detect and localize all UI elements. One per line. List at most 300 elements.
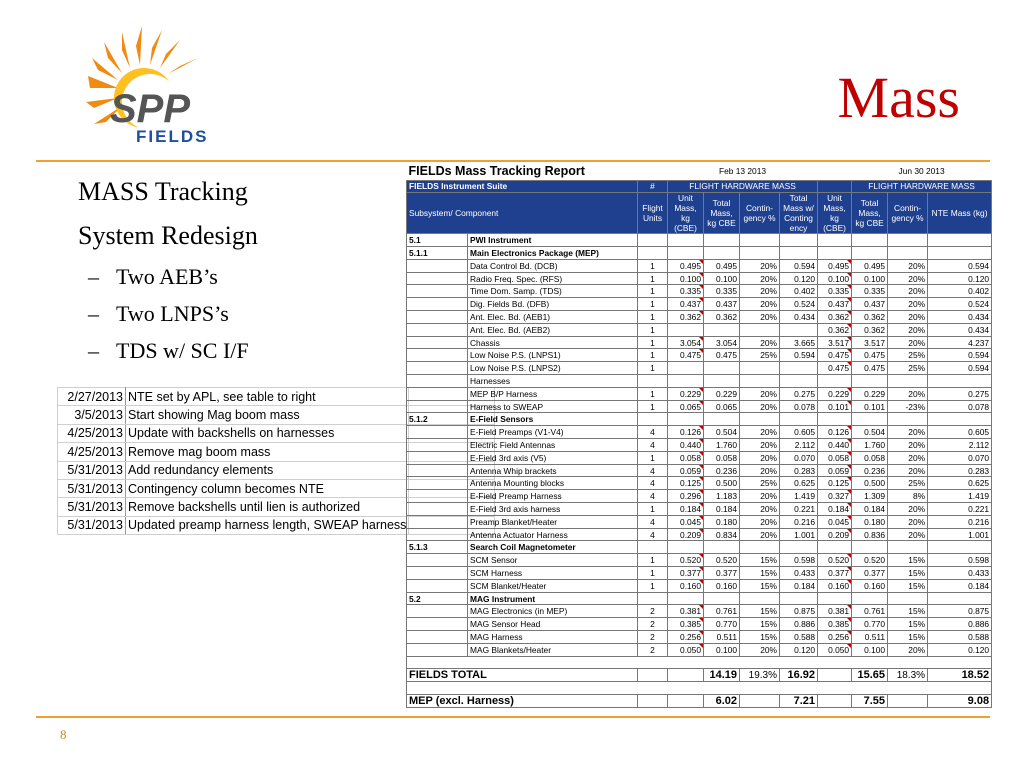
cell-units: 2 — [638, 618, 668, 631]
cell-b: 0.500 — [704, 477, 740, 490]
cell-g: 8% — [888, 490, 928, 503]
table-row: 4/25/2013 Update with backshells on harnesses — [58, 424, 495, 442]
cell-d — [780, 323, 818, 336]
section-id: 5.1.1 — [407, 247, 468, 260]
section-name: Main Electronics Package (MEP) — [468, 247, 638, 260]
cell-g: 20% — [888, 439, 928, 452]
cell-nte: 0.221 — [928, 503, 992, 516]
cell-b: 0.058 — [704, 451, 740, 464]
cell-e: 0.475 — [818, 349, 852, 362]
cell-c: 20% — [740, 464, 780, 477]
component-name: Harnesses — [468, 375, 638, 388]
cell-f: 0.377 — [852, 567, 888, 580]
cell-d: 0.434 — [780, 311, 818, 324]
cell-units: 1 — [638, 298, 668, 311]
cell-d: 0.283 — [780, 464, 818, 477]
component-name: Low Noise P.S. (LNPS1) — [468, 349, 638, 362]
cell-c: 20% — [740, 528, 780, 541]
cell-f: 1.760 — [852, 439, 888, 452]
page-number: 8 — [60, 727, 67, 742]
col-unit-mass-2: Unit Mass, kg (CBE) — [818, 193, 852, 234]
cell-e: 0.125 — [818, 477, 852, 490]
table-row — [407, 323, 992, 336]
cell-units: 1 — [638, 451, 668, 464]
component-name: SCM Harness — [468, 567, 638, 580]
cell-nte: 2.112 — [928, 439, 992, 452]
bottom-divider — [36, 716, 990, 718]
col-subsystem: Subsystem/ Component — [407, 193, 638, 234]
cell-units: 1 — [638, 285, 668, 298]
cell-e: 0.327 — [818, 490, 852, 503]
table-row — [407, 579, 992, 592]
cell-e: 0.101 — [818, 400, 852, 413]
cell-e: 0.184 — [818, 503, 852, 516]
cell-b: 0.065 — [704, 400, 740, 413]
cell-c: 20% — [740, 259, 780, 272]
cell-b: 0.761 — [704, 605, 740, 618]
cell-a: 0.160 — [668, 579, 704, 592]
cell-g: 20% — [888, 311, 928, 324]
cell-e: 0.437 — [818, 298, 852, 311]
cell-e: 0.377 — [818, 567, 852, 580]
total-g: 18.3% — [888, 669, 928, 682]
table-row: 2/27/2013 NTE set by APL, see table to right — [58, 388, 495, 406]
cell-units: 4 — [638, 515, 668, 528]
cell-c: 20% — [740, 490, 780, 503]
cell-a: 0.437 — [668, 298, 704, 311]
cell-d: 0.625 — [780, 477, 818, 490]
cell-nte: 0.120 — [928, 272, 992, 285]
cell-a: 0.229 — [668, 387, 704, 400]
cell-f: 0.437 — [852, 298, 888, 311]
cell-units: 4 — [638, 477, 668, 490]
cell-units: 1 — [638, 362, 668, 375]
svg-text:FIELDS: FIELDS — [136, 127, 209, 146]
cell-f: 0.475 — [852, 349, 888, 362]
header-row-1 — [407, 180, 992, 193]
cell-nte: 0.588 — [928, 631, 992, 644]
cell-a: 0.256 — [668, 631, 704, 644]
cell-b — [704, 362, 740, 375]
cell-a: 0.100 — [668, 272, 704, 285]
cell-d: 0.078 — [780, 400, 818, 413]
table-row: 5/31/2013 Updated preamp harness length, SWEAP harness — [58, 516, 495, 534]
cell-units: 4 — [638, 439, 668, 452]
table-row — [407, 400, 992, 413]
cell-f — [852, 375, 888, 388]
cell-b: 0.160 — [704, 579, 740, 592]
section-row — [407, 247, 992, 260]
cell-nte: 0.605 — [928, 426, 992, 439]
cell-nte: 0.594 — [928, 259, 992, 272]
cell-g: 20% — [888, 323, 928, 336]
cell-units: 4 — [638, 426, 668, 439]
table-row: 4/25/2013 Remove mag boom mass — [58, 443, 495, 461]
bullet-main-2: System Redesign — [78, 221, 258, 250]
cell-d: 0.070 — [780, 451, 818, 464]
component-name: Data Control Bd. (DCB) — [468, 259, 638, 272]
cell-nte: 0.594 — [928, 349, 992, 362]
cell-b: 0.100 — [704, 272, 740, 285]
cell-d: 0.221 — [780, 503, 818, 516]
cell-f: 1.309 — [852, 490, 888, 503]
section-name: MAG Instrument — [468, 592, 638, 605]
cell-c: 20% — [740, 298, 780, 311]
component-name: MEP B/P Harness — [468, 387, 638, 400]
cell-e: 3.517 — [818, 336, 852, 349]
cell-f: 0.362 — [852, 323, 888, 336]
cell-f: 0.236 — [852, 464, 888, 477]
cell-e: 0.335 — [818, 285, 852, 298]
component-name: MAG Electronics (in MEP) — [468, 605, 638, 618]
cell-d: 0.594 — [780, 349, 818, 362]
cell-f: 0.504 — [852, 426, 888, 439]
cell-units: 1 — [638, 311, 668, 324]
table-row — [407, 439, 992, 452]
cell-nte: 0.283 — [928, 464, 992, 477]
cell-b: 0.335 — [704, 285, 740, 298]
cell-c: 20% — [740, 451, 780, 464]
component-name: Chassis — [468, 336, 638, 349]
cell-g: 15% — [888, 579, 928, 592]
table-row — [407, 464, 992, 477]
cell-a: 0.184 — [668, 503, 704, 516]
table-row — [407, 451, 992, 464]
cell-nte: 0.594 — [928, 362, 992, 375]
cell-a: 0.296 — [668, 490, 704, 503]
component-name: MAG Sensor Head — [468, 618, 638, 631]
total-b: 14.19 — [704, 669, 740, 682]
cell-b: 0.180 — [704, 515, 740, 528]
cell-g: 20% — [888, 503, 928, 516]
cell-c: 20% — [740, 311, 780, 324]
cell-a: 0.377 — [668, 567, 704, 580]
cell-g: 20% — [888, 528, 928, 541]
cell-e: 0.381 — [818, 605, 852, 618]
cell-d: 0.433 — [780, 567, 818, 580]
table-row: 3/5/2013 Start showing Mag boom mass — [58, 406, 495, 424]
cell-f: 0.184 — [852, 503, 888, 516]
cell-c: 15% — [740, 579, 780, 592]
cell-e: 0.058 — [818, 451, 852, 464]
component-name: Time Dom. Samp. (TDS) — [468, 285, 638, 298]
bullet-list — [78, 170, 258, 369]
cell-e: 0.209 — [818, 528, 852, 541]
cell-a: 0.050 — [668, 643, 704, 656]
report-title: FIELDs Mass Tracking Report — [408, 164, 585, 179]
cell-units: 1 — [638, 387, 668, 400]
component-name: E-Field Preamps (V1-V4) — [468, 426, 638, 439]
cell-e: 0.385 — [818, 618, 852, 631]
cell-nte: 1.001 — [928, 528, 992, 541]
bullet-sub-3: – TDS w/ SC I/F — [88, 338, 249, 363]
cell-g: 15% — [888, 605, 928, 618]
cell-e: 0.520 — [818, 554, 852, 567]
col-nte: NTE Mass (kg) — [928, 193, 992, 234]
cell-b: 0.184 — [704, 503, 740, 516]
cell-f: 0.362 — [852, 311, 888, 324]
component-name: SCM Blanket/Heater — [468, 579, 638, 592]
cell-nte: 0.598 — [928, 554, 992, 567]
cell-c: 15% — [740, 567, 780, 580]
component-name: MAG Harness — [468, 631, 638, 644]
col-total-mass: Total Mass, kg CBE — [704, 193, 740, 234]
table-row — [407, 554, 992, 567]
svg-text:SPP: SPP — [110, 87, 191, 131]
cell-f: 0.511 — [852, 631, 888, 644]
cell-g: 15% — [888, 618, 928, 631]
cell-units — [638, 375, 668, 388]
cell-a — [668, 323, 704, 336]
cell-c: 20% — [740, 643, 780, 656]
cell-a: 0.475 — [668, 349, 704, 362]
cell-f: 0.180 — [852, 515, 888, 528]
cell-b — [704, 375, 740, 388]
cell-units: 1 — [638, 323, 668, 336]
cell-nte: 0.524 — [928, 298, 992, 311]
cell-a: 0.335 — [668, 285, 704, 298]
cell-a: 0.065 — [668, 400, 704, 413]
cell-nte: 0.184 — [928, 579, 992, 592]
section-id: 5.1.3 — [407, 541, 468, 554]
cell-g: 20% — [888, 285, 928, 298]
table-row — [407, 387, 992, 400]
cell-units: 4 — [638, 528, 668, 541]
top-divider — [36, 160, 990, 162]
report-date-2: Jun 30 2013 — [898, 166, 945, 177]
cell-e: 0.362 — [818, 323, 852, 336]
cell-b: 1.183 — [704, 490, 740, 503]
cell-d: 0.402 — [780, 285, 818, 298]
total-c — [740, 695, 780, 708]
table-row: 5/31/2013 Remove backshells until lien is authorized — [58, 498, 495, 516]
slide-title: Mass — [837, 65, 960, 130]
cell-b: 1.760 — [704, 439, 740, 452]
col-contingency-2: Contin- gency % — [888, 193, 928, 234]
cell-d — [780, 362, 818, 375]
table-row — [407, 490, 992, 503]
table-row — [407, 515, 992, 528]
cell-c: 20% — [740, 336, 780, 349]
table-row — [407, 643, 992, 656]
total-label: MEP (excl. Harness) — [407, 695, 638, 708]
cell-e — [818, 375, 852, 388]
component-name: Antenna Actuator Harness — [468, 528, 638, 541]
cell-e: 0.059 — [818, 464, 852, 477]
col-contingency: Contin- gency % — [740, 193, 780, 234]
cell-f: 0.500 — [852, 477, 888, 490]
cell-nte: 0.216 — [928, 515, 992, 528]
table-row — [407, 272, 992, 285]
table-row — [407, 567, 992, 580]
section-name: PWI Instrument — [468, 234, 638, 247]
col-units: Flight Units — [638, 193, 668, 234]
cell-a: 0.495 — [668, 259, 704, 272]
cell-units: 4 — [638, 464, 668, 477]
cell-c: 20% — [740, 439, 780, 452]
total-row — [407, 695, 992, 708]
table-row — [407, 362, 992, 375]
cell-nte: 0.434 — [928, 311, 992, 324]
cell-c: 20% — [740, 285, 780, 298]
cell-nte — [928, 375, 992, 388]
component-name: Dig. Fields Bd. (DFB) — [468, 298, 638, 311]
cell-g: 15% — [888, 631, 928, 644]
section-row — [407, 413, 992, 426]
cell-d — [780, 375, 818, 388]
cell-c: 20% — [740, 426, 780, 439]
component-name: Preamp Blanket/Heater — [468, 515, 638, 528]
cell-a: 0.385 — [668, 618, 704, 631]
cell-units: 1 — [638, 503, 668, 516]
total-b: 6.02 — [704, 695, 740, 708]
cell-b: 0.504 — [704, 426, 740, 439]
cell-c: 15% — [740, 605, 780, 618]
cell-e: 0.045 — [818, 515, 852, 528]
cell-nte: 0.078 — [928, 400, 992, 413]
table-row — [407, 259, 992, 272]
section-name: E-Field Sensors — [468, 413, 638, 426]
hash-header: # — [638, 180, 668, 193]
mass-table — [406, 163, 992, 708]
fhm-header-2: FLIGHT HARDWARE MASS — [852, 180, 992, 193]
cell-nte: 0.275 — [928, 387, 992, 400]
bullet-main-1: MASS Tracking — [78, 177, 248, 206]
cell-nte: 0.402 — [928, 285, 992, 298]
cell-f: 0.770 — [852, 618, 888, 631]
section-row — [407, 592, 992, 605]
cell-c: 20% — [740, 515, 780, 528]
cell-f: 0.100 — [852, 643, 888, 656]
cell-f: 0.229 — [852, 387, 888, 400]
cell-units: 2 — [638, 605, 668, 618]
component-name: E-Field 3rd axis harness — [468, 503, 638, 516]
cell-b: 0.511 — [704, 631, 740, 644]
table-row — [407, 631, 992, 644]
cell-units: 2 — [638, 643, 668, 656]
cell-f: 0.100 — [852, 272, 888, 285]
cell-e: 0.475 — [818, 362, 852, 375]
mass-tracking-report — [406, 163, 991, 708]
cell-d: 0.184 — [780, 579, 818, 592]
cell-f: 0.475 — [852, 362, 888, 375]
component-name: E-Field Preamp Harness — [468, 490, 638, 503]
table-row — [407, 311, 992, 324]
cell-units: 1 — [638, 579, 668, 592]
sun-logo-icon — [78, 18, 238, 158]
cell-f: 0.101 — [852, 400, 888, 413]
cell-c: 20% — [740, 400, 780, 413]
cell-a: 0.520 — [668, 554, 704, 567]
col-total-cont: Total Mass w/ Conting ency — [780, 193, 818, 234]
cell-g: -23% — [888, 400, 928, 413]
cell-e: 0.229 — [818, 387, 852, 400]
component-name: Ant. Elec. Bd. (AEB1) — [468, 311, 638, 324]
cell-g: 20% — [888, 643, 928, 656]
cell-b: 0.437 — [704, 298, 740, 311]
cell-e: 0.362 — [818, 311, 852, 324]
component-name: Antenna Mounting blocks — [468, 477, 638, 490]
cell-c: 15% — [740, 554, 780, 567]
cell-d: 0.524 — [780, 298, 818, 311]
cell-nte: 4.237 — [928, 336, 992, 349]
cell-f: 0.495 — [852, 259, 888, 272]
cell-f: 0.335 — [852, 285, 888, 298]
cell-d: 0.120 — [780, 643, 818, 656]
component-name: E-Field 3rd axis (V5) — [468, 451, 638, 464]
cell-a — [668, 362, 704, 375]
table-row — [407, 618, 992, 631]
cell-e: 0.495 — [818, 259, 852, 272]
cell-g: 20% — [888, 451, 928, 464]
table-row — [407, 375, 992, 388]
cell-c: 20% — [740, 272, 780, 285]
cell-d: 0.875 — [780, 605, 818, 618]
cell-g: 25% — [888, 477, 928, 490]
cell-g: 25% — [888, 349, 928, 362]
cell-b: 0.520 — [704, 554, 740, 567]
cell-f: 0.520 — [852, 554, 888, 567]
cell-d: 0.594 — [780, 259, 818, 272]
total-f: 15.65 — [852, 669, 888, 682]
cell-b: 0.229 — [704, 387, 740, 400]
cell-units: 2 — [638, 631, 668, 644]
cell-units: 1 — [638, 336, 668, 349]
total-d: 16.92 — [780, 669, 818, 682]
cell-nte: 0.886 — [928, 618, 992, 631]
cell-d: 1.001 — [780, 528, 818, 541]
table-row — [407, 298, 992, 311]
cell-c: 25% — [740, 349, 780, 362]
cell-g: 20% — [888, 464, 928, 477]
cell-g: 15% — [888, 554, 928, 567]
cell-units: 1 — [638, 554, 668, 567]
component-name: Radio Freq. Spec. (RFS) — [468, 272, 638, 285]
component-name: SCM Sensor — [468, 554, 638, 567]
cell-d: 0.588 — [780, 631, 818, 644]
cell-nte: 0.433 — [928, 567, 992, 580]
total-h: 18.52 — [928, 669, 992, 682]
cell-units: 1 — [638, 259, 668, 272]
cell-f: 3.517 — [852, 336, 888, 349]
cell-f: 0.761 — [852, 605, 888, 618]
cell-g: 20% — [888, 387, 928, 400]
cell-c — [740, 375, 780, 388]
cell-units: 1 — [638, 567, 668, 580]
cell-b: 0.475 — [704, 349, 740, 362]
table-row: 5/31/2013 Add redundancy elements — [58, 461, 495, 479]
cell-g: 20% — [888, 515, 928, 528]
table-row: 5/31/2013 Contingency column becomes NTE — [58, 479, 495, 497]
cell-d: 0.605 — [780, 426, 818, 439]
total-g — [888, 695, 928, 708]
cell-g — [888, 375, 928, 388]
cell-nte: 0.120 — [928, 643, 992, 656]
cell-d: 0.275 — [780, 387, 818, 400]
table-row — [407, 605, 992, 618]
header-row-2 — [407, 193, 992, 234]
cell-nte: 0.070 — [928, 451, 992, 464]
cell-c: 25% — [740, 477, 780, 490]
cell-a: 0.209 — [668, 528, 704, 541]
cell-g: 20% — [888, 259, 928, 272]
cell-b: 0.100 — [704, 643, 740, 656]
cell-e: 0.126 — [818, 426, 852, 439]
table-row — [407, 528, 992, 541]
total-h: 9.08 — [928, 695, 992, 708]
cell-e: 0.100 — [818, 272, 852, 285]
bullet-sub-1: – Two AEB’s — [88, 264, 218, 289]
